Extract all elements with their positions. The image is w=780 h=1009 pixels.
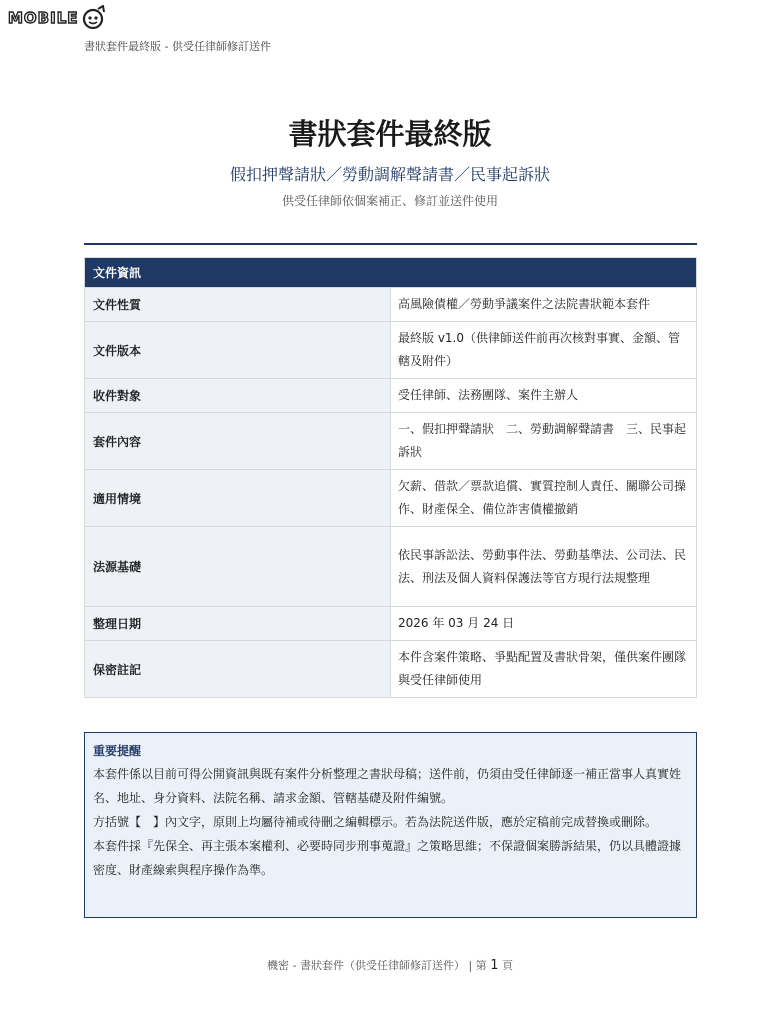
- site-logo[interactable]: [8, 4, 107, 32]
- notice-paragraph: 方括號【 】內文字，原則上均屬待補或待刪之編輯標示。若為法院送件版，應於定稿前完成替換或刪除。: [93, 815, 658, 829]
- page-footer: [0, 957, 780, 973]
- row-key: 整理日期: [85, 607, 391, 641]
- table-row: [85, 527, 697, 607]
- notice-paragraph: 本套件採『先保全、再主張本案權利、必要時同步刑事蒐證』之策略思維；不保證個案勝訴結果，仍以具體證據密度、財產線索與程序操作為準。: [93, 839, 682, 877]
- footer-suffix: 頁: [501, 959, 513, 972]
- table-row: [85, 322, 697, 379]
- table-row: [85, 413, 697, 470]
- table-row: [85, 641, 697, 698]
- row-key: 文件性質: [85, 288, 391, 322]
- document-subtitle: 假扣押聲請狀／勞動調解聲請書／民事起訴狀: [229, 165, 550, 184]
- document-title: 書狀套件最終版: [288, 117, 492, 151]
- document-info-table: [84, 257, 697, 698]
- row-value: 一、假扣押聲請狀 二、勞動調解聲請書 三、民事起訴狀: [391, 413, 697, 470]
- row-key: 文件版本: [85, 322, 391, 379]
- row-key: 保密註記: [85, 641, 391, 698]
- running-header: 書狀套件最終版 - 供受任律師修訂送件: [84, 40, 271, 53]
- table-header: 文件資訊: [85, 258, 697, 288]
- row-value: 最終版 v1.0（供律師送件前再次核對事實、金額、管轄及附件）: [391, 322, 697, 379]
- table-row: [85, 607, 697, 641]
- row-key: 適用情境: [85, 470, 391, 527]
- logo-text: MOBILE: [8, 9, 79, 27]
- row-key: 法源基礎: [85, 527, 391, 607]
- row-value: 本件含案件策略、爭點配置及書狀骨架，僅供案件團隊與受任律師使用: [391, 641, 697, 698]
- table-row: [85, 379, 697, 413]
- table-row: [85, 288, 697, 322]
- row-value: 高風險債權／勞動爭議案件之法院書狀範本套件: [391, 288, 697, 322]
- row-value: 依民事訴訟法、勞動事件法、勞動基準法、公司法、民法、刑法及個人資料保護法等官方現行法規整理: [391, 527, 697, 607]
- row-key: 套件內容: [85, 413, 391, 470]
- table-row: [85, 470, 697, 527]
- row-key: 收件對象: [85, 379, 391, 413]
- table-header-row: [85, 258, 697, 288]
- page-number: 1: [490, 958, 499, 973]
- important-notice-box: [84, 732, 697, 918]
- mobile01-logo-icon: [81, 5, 107, 31]
- notice-paragraph: 本套件係以目前可得公開資訊與既有案件分析整理之書狀母稿；送件前，仍須由受任律師逐一補正當事人真實姓名、地址、身分資料、法院名稱、請求金額、管轄基礎及附件編號。: [93, 767, 682, 805]
- row-value: 受任律師、法務團隊、案件主辦人: [391, 379, 697, 413]
- row-value: 欠薪、借款／票款追償、實質控制人責任、關聯公司操作、財產保全、備位詐害債權撤銷: [391, 470, 697, 527]
- document-purpose: 供受任律師依個案補正、修訂並送件使用: [281, 194, 498, 208]
- notice-title: 重要提醒: [93, 744, 142, 758]
- row-value: 2026 年 03 月 24 日: [391, 607, 697, 641]
- footer-text: 機密 - 書狀套件（供受任律師修訂送件） | 第: [267, 959, 487, 972]
- title-divider: [84, 243, 697, 245]
